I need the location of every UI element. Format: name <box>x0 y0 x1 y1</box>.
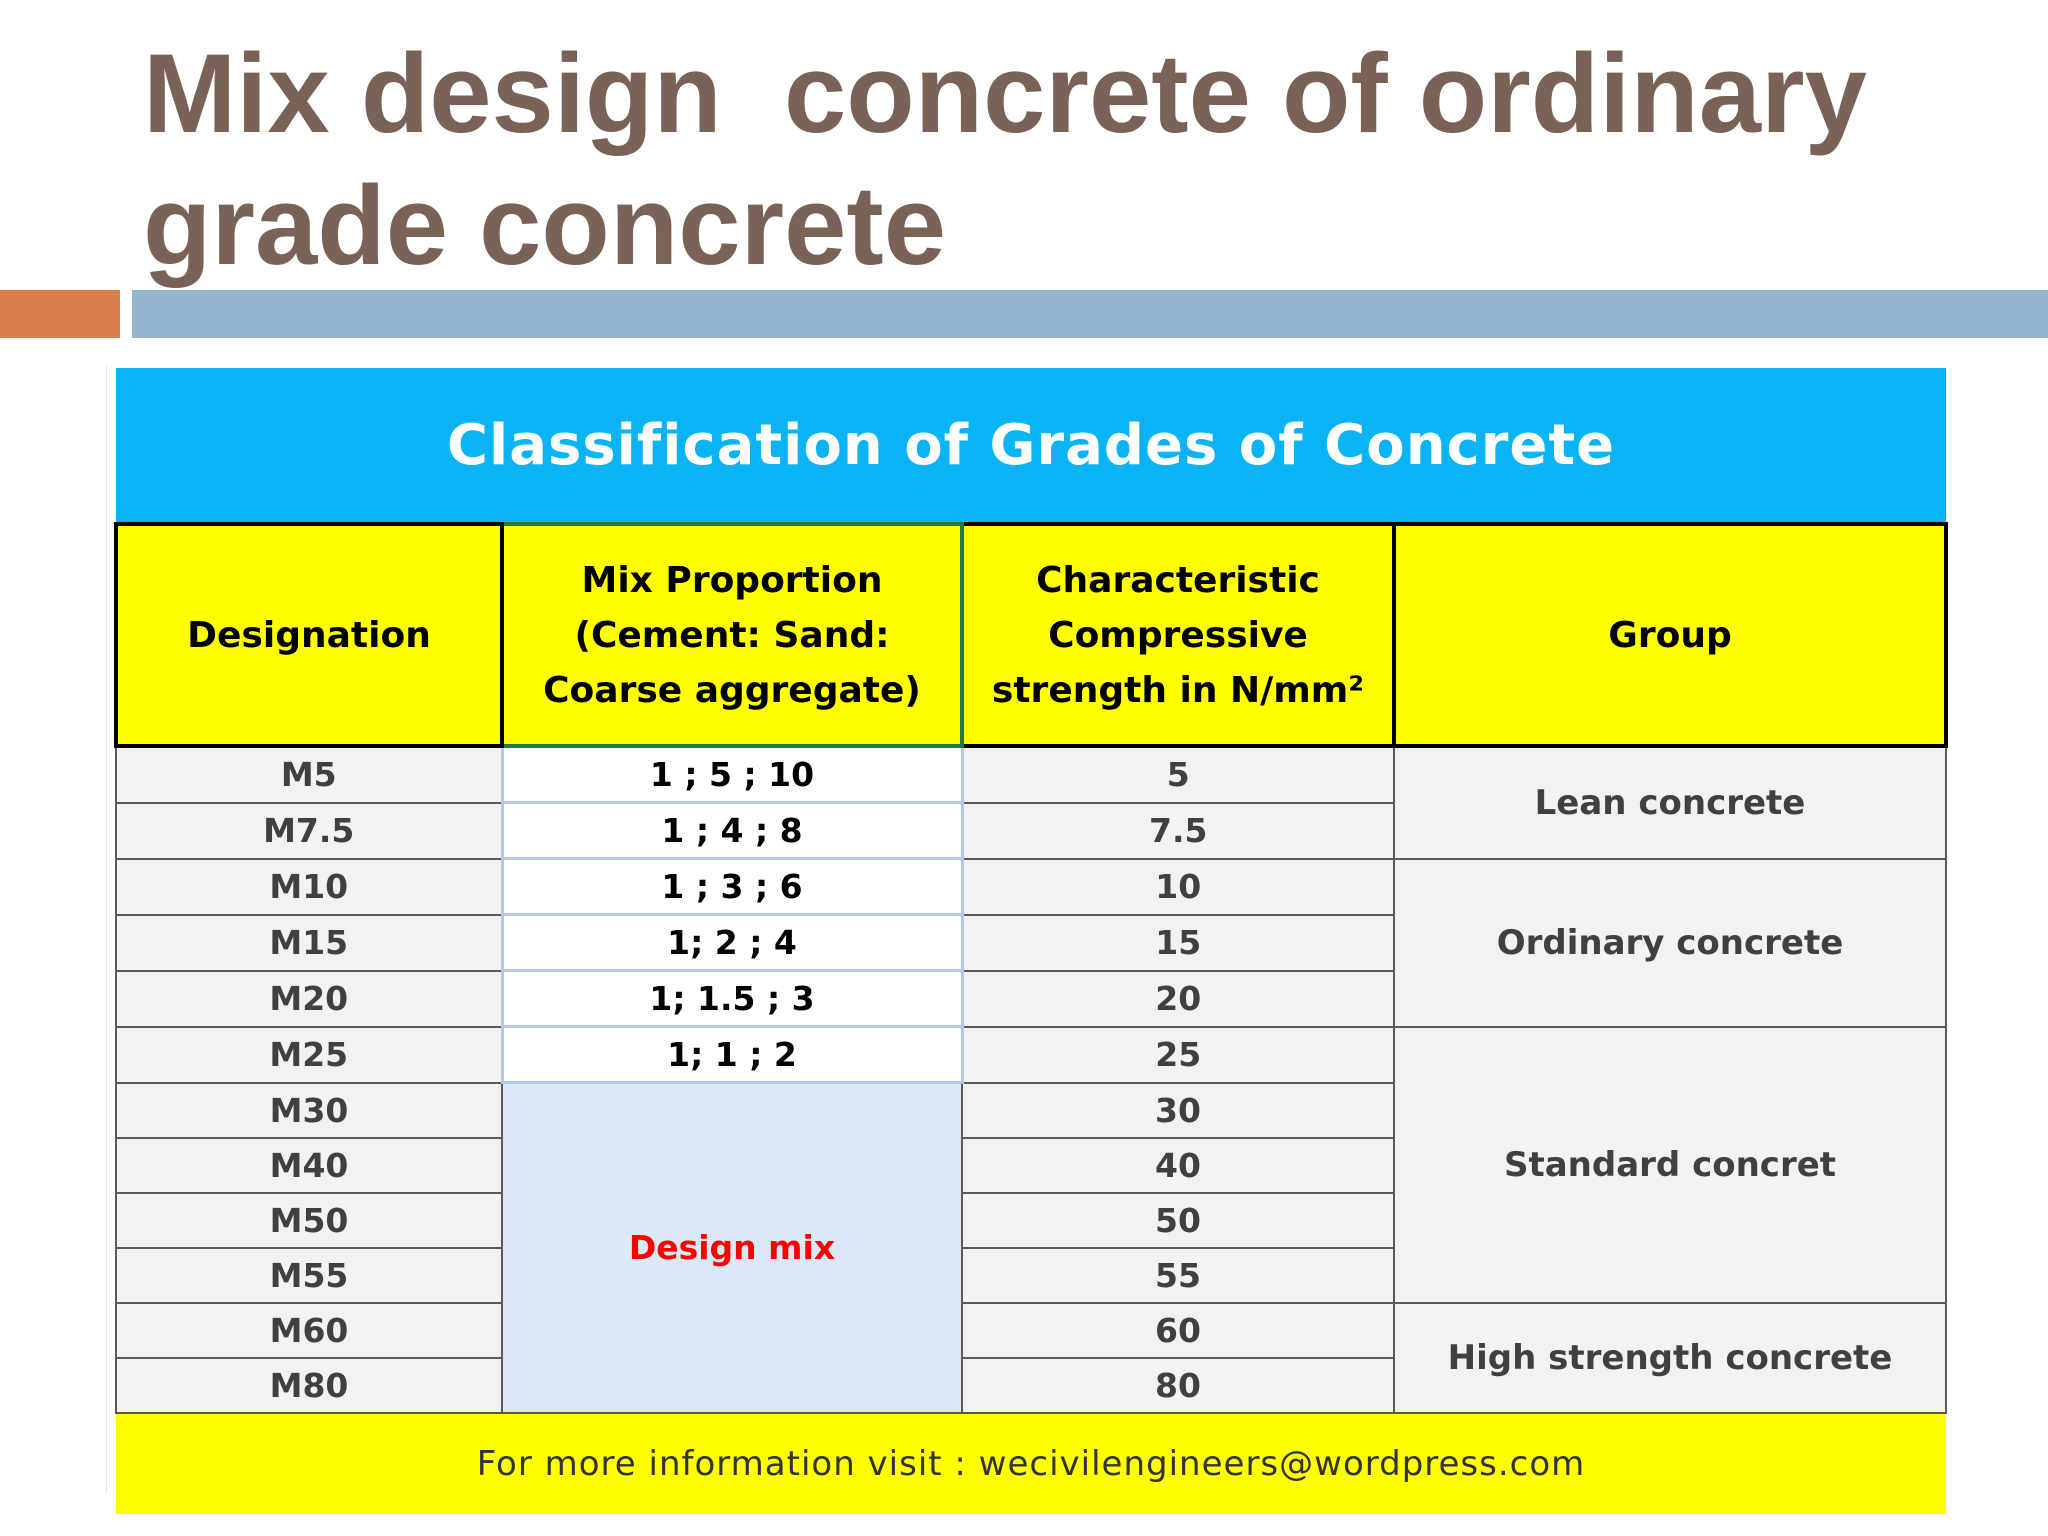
strength-cell: 30 <box>962 1083 1394 1138</box>
mix-proportion-cell: 1 ; 5 ; 10 <box>502 746 962 803</box>
strength-cell: 55 <box>962 1248 1394 1303</box>
title-accent-bar-blue <box>132 290 2048 338</box>
designation-cell: M10 <box>116 859 502 915</box>
strength-cell: 50 <box>962 1193 1394 1248</box>
header-group: Group <box>1394 524 1946 746</box>
designation-cell: M80 <box>116 1358 502 1413</box>
strength-cell: 80 <box>962 1358 1394 1413</box>
designation-cell: M60 <box>116 1303 502 1358</box>
sheet-gridline <box>106 366 107 1492</box>
strength-cell: 5 <box>962 746 1394 803</box>
group-cell-lean: Lean concrete <box>1394 746 1946 859</box>
table-row <box>116 1027 1946 1083</box>
group-cell-standard: Standard concret <box>1394 1027 1946 1303</box>
header-mix-proportion: Mix Proportion (Cement: Sand: Coarse aggregate) <box>502 524 962 746</box>
designation-cell: M7.5 <box>116 803 502 859</box>
mix-proportion-cell: 1 ; 4 ; 8 <box>502 803 962 859</box>
header-designation: Designation <box>116 524 502 746</box>
mix-proportion-cell: 1; 1.5 ; 3 <box>502 971 962 1027</box>
grades-table <box>114 368 1948 1514</box>
title-accent-bar-orange <box>0 290 120 338</box>
strength-cell: 40 <box>962 1138 1394 1193</box>
table-row <box>116 746 1946 803</box>
strength-cell: 10 <box>962 859 1394 915</box>
strength-cell: 7.5 <box>962 803 1394 859</box>
strength-cell: 15 <box>962 915 1394 971</box>
designation-cell: M40 <box>116 1138 502 1193</box>
strength-cell: 25 <box>962 1027 1394 1083</box>
concrete-grades-spreadsheet <box>106 366 1944 1492</box>
table-row <box>116 1303 1946 1358</box>
table-banner: Classification of Grades of Concrete <box>116 368 1946 524</box>
designation-cell: M50 <box>116 1193 502 1248</box>
designation-cell: M55 <box>116 1248 502 1303</box>
group-cell-ordinary: Ordinary concrete <box>1394 859 1946 1027</box>
mix-proportion-cell: 1 ; 3 ; 6 <box>502 859 962 915</box>
table-footer: For more information visit : wecivilengineers@wordpress.com <box>116 1413 1946 1514</box>
slide-title: Mix design concrete of ordinary grade concrete <box>143 31 1899 288</box>
table-row <box>116 859 1946 915</box>
group-cell-high-strength: High strength concrete <box>1394 1303 1946 1413</box>
design-mix-cell: Design mix <box>502 1083 962 1413</box>
strength-cell: 60 <box>962 1303 1394 1358</box>
designation-cell: M15 <box>116 915 502 971</box>
designation-cell: M25 <box>116 1027 502 1083</box>
mix-proportion-cell: 1; 1 ; 2 <box>502 1027 962 1083</box>
header-strength: Characteristic Compressive strength in N/mm² <box>962 524 1394 746</box>
designation-cell: M30 <box>116 1083 502 1138</box>
designation-cell: M20 <box>116 971 502 1027</box>
strength-cell: 20 <box>962 971 1394 1027</box>
designation-cell: M5 <box>116 746 502 803</box>
mix-proportion-cell: 1; 2 ; 4 <box>502 915 962 971</box>
